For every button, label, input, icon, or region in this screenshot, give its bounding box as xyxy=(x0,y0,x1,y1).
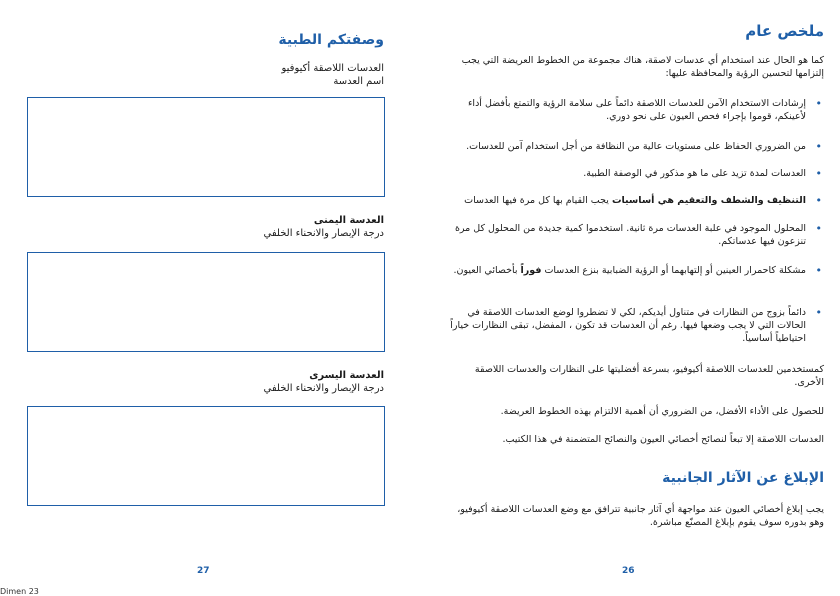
bullet-2-text: من الضروري الحفاظ على مستويات عالية من النظافة من أجل استخدام آمن للعدسات. xyxy=(466,141,806,152)
bullet-3-text: العدسات لمدة تزيد على ما هو مذكور في الوصفة الطبية. xyxy=(583,168,806,179)
bullet-5 xyxy=(441,222,824,248)
performance-paragraph: للحصول على الأداء الأفضل، من الضروري أن أهمية الالتزام بهذه الخطوط العريضة. xyxy=(500,406,824,417)
prescription-title: وصفتكم الطبية xyxy=(278,32,384,48)
page-number-right: 26 xyxy=(622,566,635,576)
lens-name-box[interactable] xyxy=(27,97,385,197)
page-number-left: 27 xyxy=(197,566,210,576)
bullet-6-bold: فوراً xyxy=(520,265,542,276)
bullet-2 xyxy=(441,140,824,153)
advice-paragraph: العدسات اللاصقة إلا تبعاً لنصائح أخصائي العيون والنصائح المتضمنة في هذا الكتيب. xyxy=(502,434,824,445)
bullet-6-text-2: بأخصائي العيون. xyxy=(453,265,521,276)
brand-line-text: العدسات اللاصقة أكيوفيو xyxy=(281,63,384,74)
corner-text: Dimen 23 xyxy=(0,587,39,596)
right-eye-box[interactable] xyxy=(27,252,385,352)
lens-name-label: اسم العدسة xyxy=(333,76,384,87)
bullet-4-bold: التنظيف والشطف والتعقيم هي أساسيات xyxy=(611,195,806,206)
bullet-dot: • xyxy=(815,264,822,277)
left-eye-box[interactable] xyxy=(27,406,385,506)
right-eye-label xyxy=(264,214,384,240)
right-eye-sub: درجة الإبصار والانحناء الخلفي xyxy=(263,228,384,239)
left-eye-label xyxy=(264,369,384,395)
report-text: يجب إبلاغ أخصائي العيون عند مواجهة أي آثار جانبية تترافق مع وضع العدسات اللاصقة أكيوفيو، وهو بدوره سوف يقوم بإبلاغ المصنّع مباشرة. xyxy=(457,504,824,528)
bullet-6-text: مشكلة كاحمرار العينين أو إلتهابهما أو الرؤية الضبابية بنزع العدسات xyxy=(541,265,806,276)
bullet-dot: • xyxy=(815,194,822,207)
bullet-4-text: يجب القيام بها كل مرة فيها العدسات xyxy=(464,195,612,206)
bullet-1-text: إرشادات الاستخدام الآمن للعدسات اللاصقة دائماً على سلامة الرؤية والتمتع بأفضل أداء لأعينكم، قوموا بإجراء فحص العيون على نحو دوري. xyxy=(467,98,806,122)
bullet-dot: • xyxy=(815,306,822,319)
bullet-dot: • xyxy=(815,97,822,110)
bullet-3 xyxy=(441,167,824,180)
summary-title: ملخص عام xyxy=(745,22,824,40)
bullet-7-text: دائماً بزوج من النظارات في متناول أيديكم، لكي لا تضطروا لوضع العدسات اللاصقة في الحالات التي لا يجب وضعها فيها. رغم أن العدسات قد تكون ، المفضل، تبقى النظارات خياراً احتياطياً أساسياً. xyxy=(450,307,806,344)
right-page xyxy=(420,0,840,596)
bullet-1 xyxy=(441,97,824,123)
report-title: الإبلاغ عن الآثار الجانبية xyxy=(662,470,824,486)
bullet-4 xyxy=(441,194,824,207)
left-eye-title: العدسة اليسرى xyxy=(309,370,384,381)
summary-intro: كما هو الحال عند استخدام أي عدسات لاصقة، هناك مجموعة من الخطوط العريضة التي يجب إلتزامها لتحسين الرؤية والمحافظة عليها: xyxy=(461,55,824,79)
bullet-7 xyxy=(441,306,824,345)
right-eye-title: العدسة اليمنى xyxy=(313,215,384,226)
left-eye-sub: درجة الإبصار والانحناء الخلفي xyxy=(263,383,384,394)
bullet-dot: • xyxy=(815,167,822,180)
users-paragraph: كمستخدمين للعدسات اللاصقة أكيوفيو، بسرعة أفضليتها على النظارات والعدسات اللاصقة الأخرى. xyxy=(474,364,824,388)
brand-line xyxy=(282,62,385,75)
bullet-6 xyxy=(441,264,824,277)
bullet-5-text: المحلول الموجود في علبة العدسات مرة ثانية. استخدموا كمية جديدة من المحلول كل مرة تنزعون فيها عدساتكم. xyxy=(454,223,806,247)
bullet-dot: • xyxy=(815,222,822,235)
bullet-dot: • xyxy=(815,140,822,153)
